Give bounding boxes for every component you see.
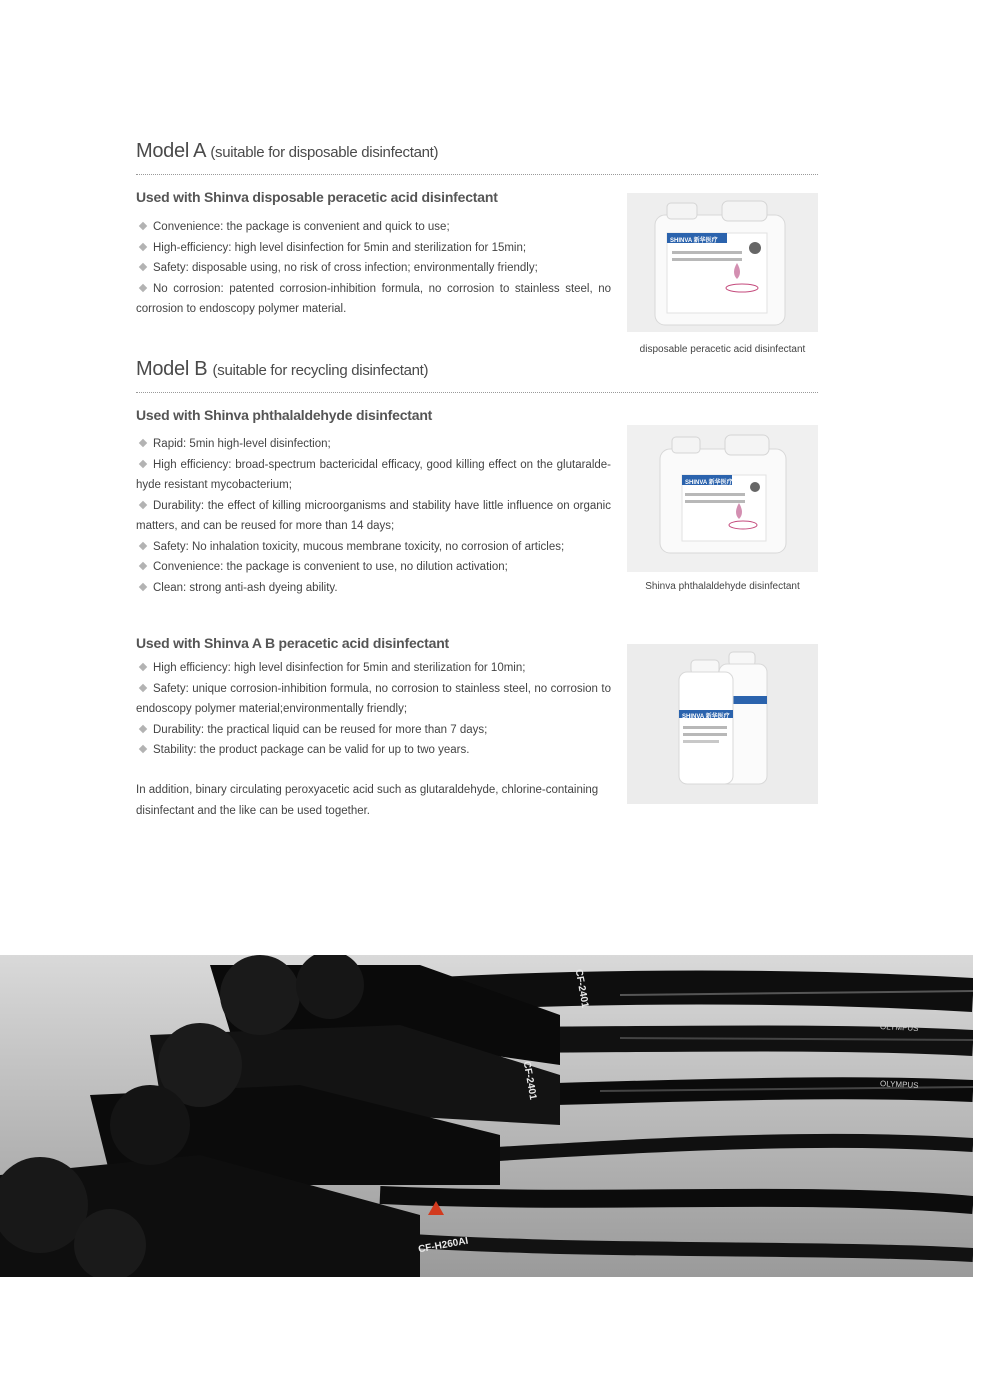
endoscopes-photo (0, 955, 973, 1277)
model-b-name: Model B (136, 358, 208, 380)
diamond-bullet-icon (139, 501, 147, 509)
list-item: Safety: disposable using, no risk of cross infection; environmentally friendly; (136, 258, 611, 279)
endoscope-brand-label: OLYMPUS (879, 1021, 919, 1034)
diamond-bullet-icon (139, 745, 147, 753)
diamond-bullet-icon (139, 725, 147, 733)
diamond-bullet-icon (139, 284, 147, 292)
list-item: Safety: No inhalation toxicity, mucous membrane toxicity, no corrosion of articles; (136, 537, 611, 558)
model-a-title (136, 140, 438, 163)
list-item: Convenience: the package is convenient to use, no dilution activation; (136, 557, 611, 578)
list-item: High-efficiency: high level disinfection for 5min and sterilization for 15min; (136, 238, 611, 259)
list-item: Durability: the practical liquid can be reused for more than 7 days; (136, 720, 611, 741)
endoscope-icon (0, 955, 973, 1277)
model-b-caption: Shinva phthalaldehyde disinfectant (645, 581, 800, 592)
list-item: High efficiency: broad-spectrum bactericidal efficacy, good killing effect on the glutaralde-hyde resistant mycobacterium; (136, 458, 611, 491)
endoscope-model-label: CF-2401 (572, 968, 591, 1009)
endoscope-model-label: CF-H260AI (417, 1235, 470, 1256)
list-item: Durability: the effect of killing microorganisms and stability have little influence on organic matters, and can be reused for more than 14 days; (136, 499, 611, 532)
diamond-bullet-icon (139, 542, 147, 550)
divider (136, 174, 818, 175)
diamond-bullet-icon (139, 222, 147, 230)
model-ab-heading: Used with Shinva A B peracetic acid disinfectant (136, 635, 450, 651)
phthalaldehyde-jug-image (627, 425, 818, 572)
disinfectant-bottles-icon (627, 644, 818, 804)
divider (136, 392, 818, 393)
model-a-caption: disposable peracetic acid disinfectant (639, 344, 806, 355)
additional-note: In addition, binary circulating peroxyacetic acid such as glutaraldehyde, chlorine-containing disinfectant and the like can be used together. (136, 784, 599, 817)
model-b-title (136, 358, 428, 381)
diamond-bullet-icon (139, 439, 147, 447)
peracetic-acid-jug-image (627, 193, 818, 332)
model-b-heading: Used with Shinva phthalaldehyde disinfectant (136, 407, 433, 423)
list-item: Clean: strong anti-ash dyeing ability. (136, 578, 611, 599)
ab-peracetic-bottles-image (627, 644, 818, 804)
disinfectant-jug-icon (627, 193, 818, 332)
diamond-bullet-icon (139, 243, 147, 251)
disinfectant-jug-icon (627, 425, 818, 572)
product-brand-label: SHINVA 新华医疗 (670, 238, 718, 244)
diamond-bullet-icon (139, 263, 147, 271)
endoscope-brand-label: OLYMPUS (879, 1078, 919, 1091)
model-a-feature-list (136, 217, 611, 320)
diamond-bullet-icon (139, 562, 147, 570)
list-item: Rapid: 5min high-level disinfection; (136, 434, 611, 455)
list-item: No corrosion: patented corrosion-inhibition formula, no corrosion to stainless steel, no corrosion to endoscopy polymer material. (136, 282, 611, 315)
diamond-bullet-icon (139, 583, 147, 591)
product-brand-label: SHINVA 新华医疗 (685, 480, 733, 486)
diamond-bullet-icon (139, 684, 147, 692)
product-brand-label: SHINVA 新华医疗 (682, 714, 730, 720)
model-b-feature-list (136, 434, 611, 598)
diamond-bullet-icon (139, 460, 147, 468)
endoscope-model-label: CF-2401 (520, 1060, 539, 1101)
model-a-heading: Used with Shinva disposable peracetic acid disinfectant (136, 189, 498, 205)
list-item: Stability: the product package can be valid for up to two years. (136, 740, 611, 761)
model-ab-feature-list (136, 658, 611, 761)
list-item: High efficiency: high level disinfection for 5min and sterilization for 10min; (136, 658, 611, 679)
list-item: Convenience: the package is convenient and quick to use; (136, 217, 611, 238)
diamond-bullet-icon (139, 663, 147, 671)
list-item: Safety: unique corrosion-inhibition formula, no corrosion to stainless steel, no corrosion to endoscopy polymer material;environmentally friendly; (136, 682, 611, 715)
model-a-name: Model A (136, 140, 206, 162)
model-a-subtitle: (suitable for disposable disinfectant) (210, 144, 439, 161)
model-b-subtitle: (suitable for recycling disinfectant) (212, 362, 429, 379)
